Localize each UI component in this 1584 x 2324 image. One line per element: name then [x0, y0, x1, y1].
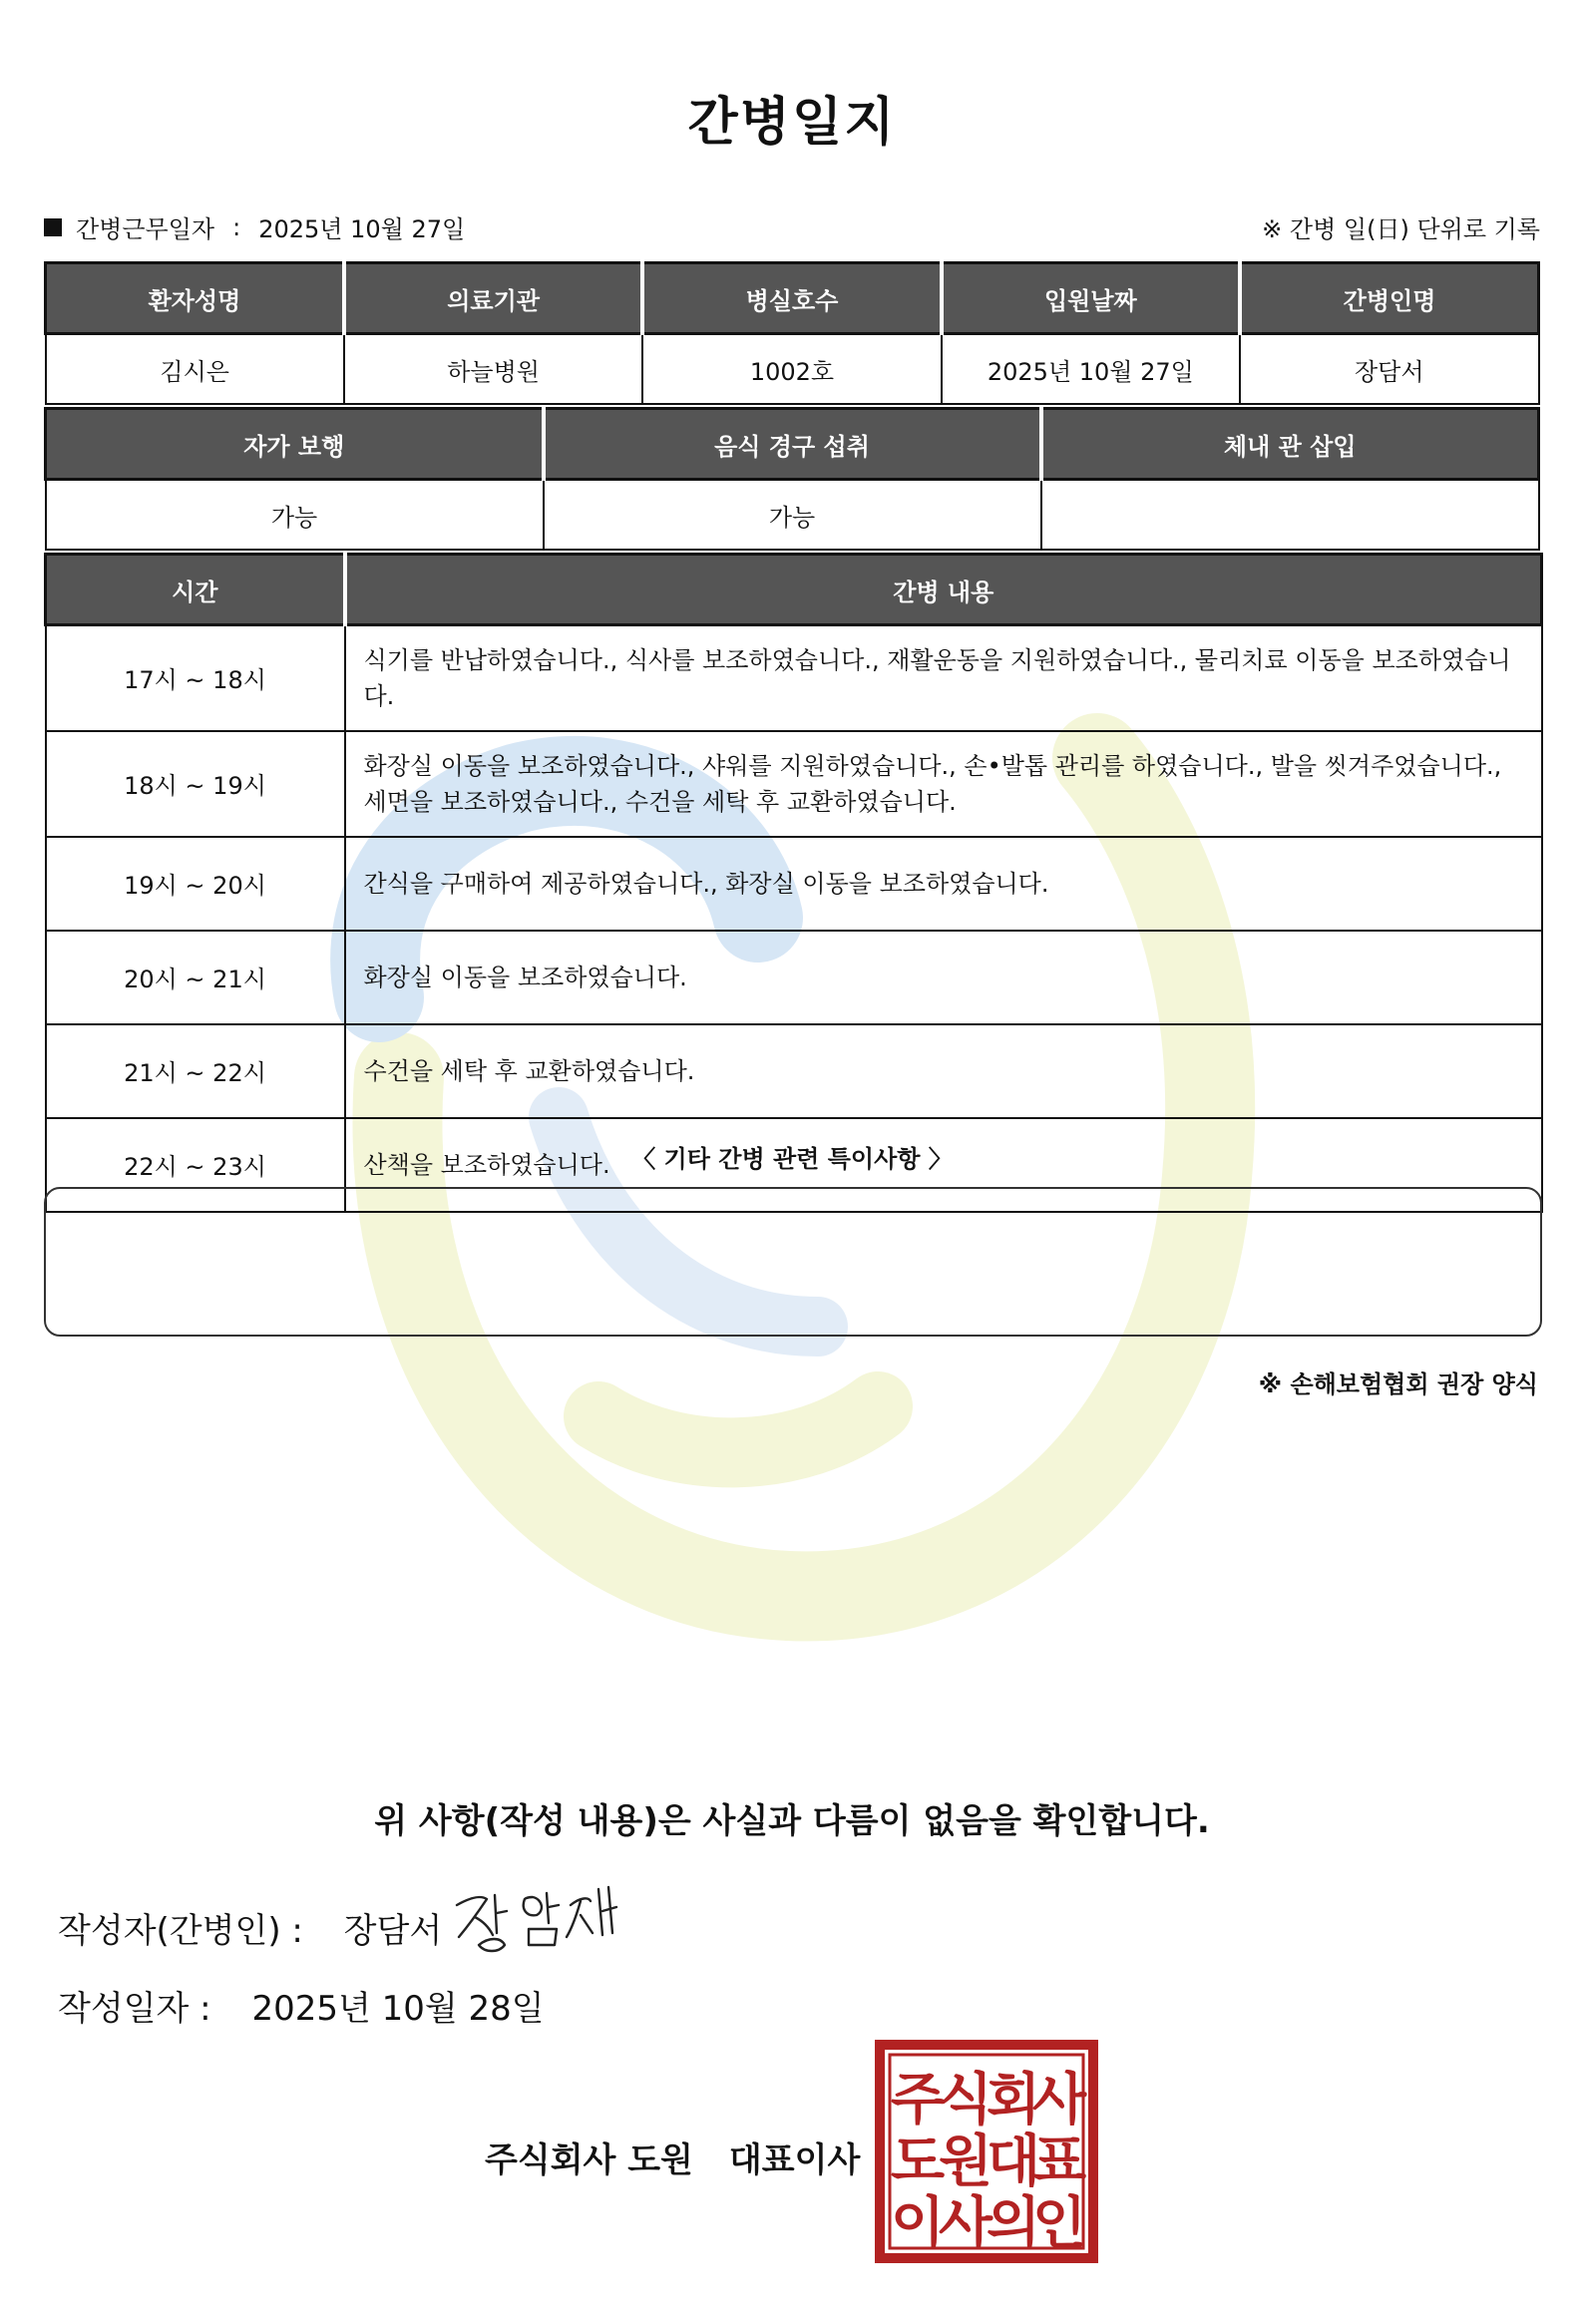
content-cell: 간식을 구매하여 제공하였습니다., 화장실 이동을 보조하였습니다.	[345, 837, 1542, 931]
confirmation-statement: 위 사항(작성 내용)은 사실과 다름이 없음을 확인합니다.	[374, 1801, 1210, 1841]
patient-status-value-row	[46, 480, 1539, 551]
value-hospital: 하늘병원	[344, 334, 642, 405]
svg-text:이: 이	[890, 2191, 946, 2256]
patient-info-table	[44, 261, 1540, 405]
writer-label: 작성자(간병인) :	[58, 1911, 303, 1951]
time-cell: 22시 ~ 23시	[46, 1118, 345, 1212]
value-patient-name: 김시은	[46, 334, 344, 405]
care-log-header-row	[46, 555, 1542, 625]
header-time: 시간	[46, 555, 345, 625]
header-tube-insertion: 체내 관 삽입	[1041, 409, 1539, 480]
remarks-title: 〈 기타 간병 관련 특이사항 〉	[631, 1145, 953, 1173]
content-cell: 식기를 반납하였습니다., 식사를 보조하였습니다., 재활운동을 지원하였습니다., 물리치료 이동을 보조하였습니다.	[345, 625, 1542, 731]
company-name: 주식회사 도원	[485, 2140, 693, 2180]
svg-text:표: 표	[1031, 2130, 1087, 2194]
patient-info-header-row	[46, 263, 1539, 334]
recommended-form-note: ※ 손해보험협회 권장 양식	[1258, 1370, 1538, 1398]
writer-name: 장담서	[343, 1911, 443, 1951]
header-oral-intake: 음식 경구 섭취	[544, 409, 1041, 480]
value-self-walking: 가능	[46, 480, 544, 551]
written-date-label: 작성일자 :	[58, 1989, 211, 2029]
content-cell: 산책을 보조하였습니다.	[345, 1118, 1542, 1212]
document-title: 간병일지	[687, 93, 897, 153]
header-care-content: 간병 내용	[345, 555, 1542, 625]
time-cell: 18시 ~ 19시	[46, 731, 345, 837]
care-log-table	[44, 553, 1543, 1213]
svg-text:인: 인	[1031, 2191, 1087, 2256]
representative-title: 대표이사	[728, 2140, 861, 2180]
work-date-separator: :	[232, 212, 241, 241]
svg-text:식: 식	[938, 2068, 993, 2132]
svg-text:도: 도	[890, 2130, 946, 2194]
header-caregiver-name: 간병인명	[1240, 263, 1538, 334]
time-cell: 21시 ~ 22시	[46, 1024, 345, 1118]
content-cell: 화장실 이동을 보조하였습니다., 샤워를 지원하였습니다., 손•발톱 관리를 하였습니다., 발을 씻겨주었습니다., 세면을 보조하였습니다., 수건을 세탁 후 교환하였습니다.	[345, 731, 1542, 837]
header-room: 병실호수	[642, 263, 941, 334]
table-row	[46, 931, 1542, 1024]
table-row	[46, 837, 1542, 931]
patient-info-value-row	[46, 334, 1539, 405]
content-cell: 수건을 세탁 후 교환하였습니다.	[345, 1024, 1542, 1118]
handwritten-signature	[449, 1875, 628, 1955]
time-cell: 19시 ~ 20시	[46, 837, 345, 931]
svg-text:사: 사	[1031, 2068, 1087, 2132]
time-cell: 20시 ~ 21시	[46, 931, 345, 1024]
written-date-line	[58, 1981, 545, 2030]
value-caregiver-name: 장담서	[1240, 334, 1538, 405]
company-signature-line	[485, 2132, 860, 2181]
company-seal-stamp	[874, 2039, 1099, 2264]
table-row	[46, 1024, 1542, 1118]
svg-text:대: 대	[986, 2130, 1041, 2194]
remarks-box	[44, 1187, 1542, 1337]
table-row	[46, 731, 1542, 837]
value-room: 1002호	[642, 334, 941, 405]
svg-text:의: 의	[986, 2191, 1041, 2256]
header-self-walking: 자가 보행	[46, 409, 544, 480]
header-admission-date: 입원날짜	[942, 263, 1240, 334]
patient-status-header-row	[46, 409, 1539, 480]
content-cell: 화장실 이동을 보조하였습니다.	[345, 931, 1542, 1024]
time-cell: 17시 ~ 18시	[46, 625, 345, 731]
value-admission-date: 2025년 10월 27일	[942, 334, 1240, 405]
value-oral-intake: 가능	[544, 480, 1041, 551]
svg-text:회: 회	[986, 2068, 1041, 2132]
table-row	[46, 625, 1542, 731]
svg-text:주: 주	[890, 2068, 946, 2132]
record-unit-note: ※ 간병 일(日) 단위로 기록	[1262, 215, 1540, 243]
writer-line	[58, 1903, 442, 1952]
svg-text:사: 사	[938, 2191, 993, 2256]
value-tube-insertion	[1041, 480, 1539, 551]
work-date	[44, 209, 465, 244]
svg-text:원: 원	[938, 2130, 993, 2194]
written-date-value: 2025년 10월 28일	[251, 1989, 545, 2029]
work-date-value: 2025년 10월 27일	[258, 215, 466, 243]
patient-status-table	[44, 407, 1540, 551]
header-hospital: 의료기관	[344, 263, 642, 334]
info-row	[44, 209, 1540, 249]
square-bullet-icon	[44, 218, 62, 236]
header-patient-name: 환자성명	[46, 263, 344, 334]
work-date-label: 간병근무일자	[76, 215, 215, 243]
